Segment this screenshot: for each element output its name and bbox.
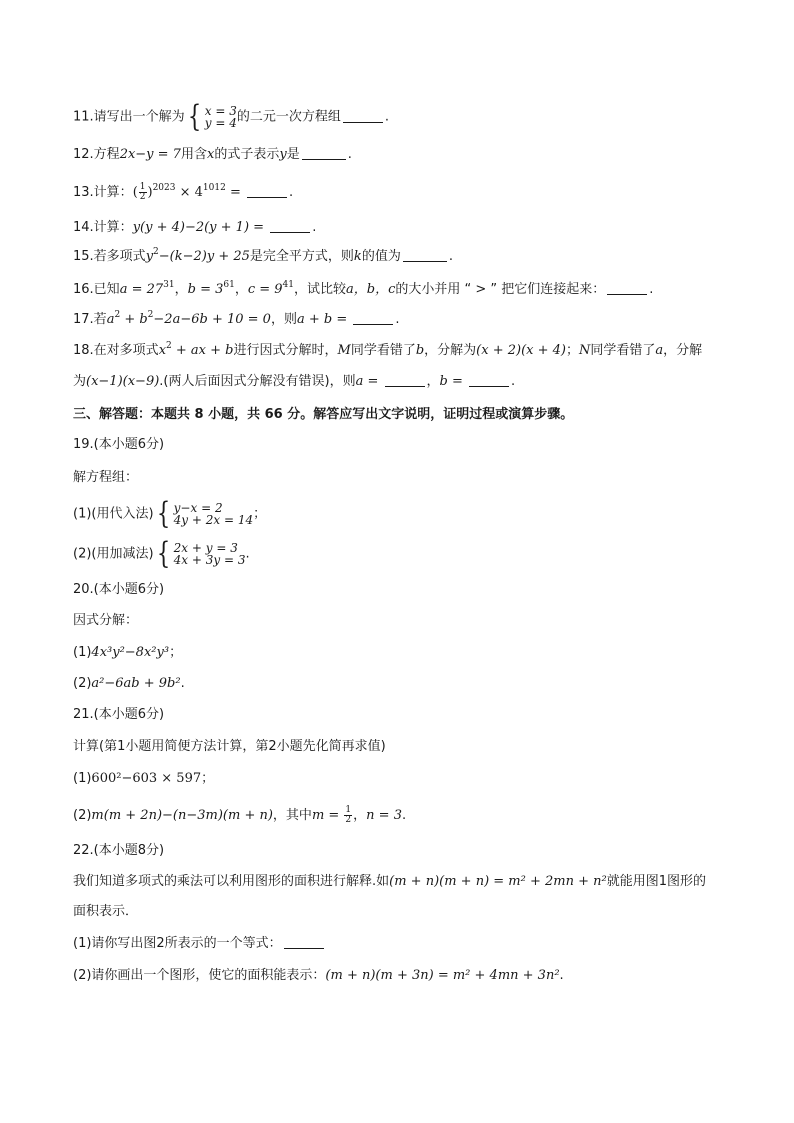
equation-1: x = 3 (204, 104, 237, 118)
question-22-part-1: (1)请你写出图2所表示的一个等式： (73, 935, 326, 953)
question-21-intro: 计算(第1小题用简便方法计算，第2小题先化简再求值) (73, 739, 386, 754)
equation: 2x−y = 7 (119, 147, 181, 162)
equation-2: y = 4 (204, 116, 237, 130)
question-22-line-1: 我们知道多项式的乘法可以利用图形的面积进行解释.如(m + n)(m + n) = m² + 2mn + n²就能用图1图形的 (73, 874, 706, 889)
answer-blank[interactable] (302, 147, 346, 160)
fraction: $\frac{1}{2}$ (345, 805, 352, 825)
question-11: 11.请写出一个解为 { x = 3 y = 4 的二元一次方程组 . (73, 99, 390, 134)
question-22-line-2: 面积表示． (73, 904, 139, 919)
answer-blank[interactable] (353, 312, 393, 325)
question-15: 15.若多项式$y^2-(k-2)y + 25$是完全平方式，则k的值为 . (73, 247, 453, 264)
question-21-heading: 21.(本小题6分) (73, 707, 165, 722)
fraction: $\frac{1}{2}$ (139, 182, 146, 202)
question-19-intro: 解方程组： (73, 470, 139, 485)
answer-blank[interactable] (247, 185, 287, 198)
question-16: 16.已知$a = 27^{31}$，$b = 3^{61}$，$c = 9^{41}$，试比较a，b，c的大小并用 “ > ” 把它们连接起来： . (73, 280, 654, 297)
question-19-part-1: (1)(用代入法) { y−x = 2 4y + 2x = 14 ； (73, 496, 267, 531)
question-20-part-2: (2)a²−6ab + 9b². (73, 676, 185, 691)
question-20-heading: 20.(本小题6分) (73, 582, 165, 597)
polynomial: −(k−2)y + 25 (158, 249, 250, 264)
question-19-part-2: (2)(用加减法) { 2x + y = 3 4x + 3y = 3 . (73, 536, 250, 571)
answer-blank-b[interactable] (469, 374, 509, 387)
question-19-heading: 19.(本小题6分) (73, 437, 165, 452)
question-18-line-2: 为(x−1)(x−9).(两人后面因式分解没有错误)，则a = ，b = . (73, 374, 516, 389)
answer-blank[interactable] (607, 282, 647, 295)
equation-system: { x = 3 y = 4 (187, 99, 237, 134)
answer-blank[interactable] (284, 936, 324, 949)
question-22-heading: 22.(本小题8分) (73, 843, 165, 858)
question-12: 12.方程2x−y = 7用含x的式子表示y是 . (73, 147, 352, 162)
question-17: 17.若$a^2 + b^2-2a-6b + 10 = 0$，则a + b = . (73, 310, 400, 327)
answer-blank-a[interactable] (385, 374, 425, 387)
question-20-part-1: (1)4x³y²−8x²y³； (73, 645, 183, 660)
answer-blank[interactable] (403, 249, 447, 262)
question-20-intro: 因式分解： (73, 613, 139, 628)
answer-blank[interactable] (270, 220, 310, 233)
q11-text-2: 的二元一次方程组 (236, 109, 341, 125)
question-18-line-1: 18.在对多项式$x^2$ + ax + b进行因式分解时，M同学看错了b，分解为(x + 2)(x + 4)；N同学看错了a，分解 (73, 341, 703, 358)
question-14: 14.计算：y(y + 4)−2(y + 1) = . (73, 220, 317, 235)
q11-text: 11.请写出一个解为 (73, 109, 185, 125)
expression: y(y + 4)−2(y + 1) = (132, 220, 269, 235)
question-22-part-2: (2)请你画出一个图形，使它的面积能表示：(m + n)(m + 3n) = m² + 4mn + 3n². (73, 968, 564, 983)
answer-blank[interactable] (343, 110, 383, 123)
question-21-part-2: (2)m(m + 2n)−(n−3m)(m + n)，其中m = $\frac{1}{2}$ ，n = 3. (73, 805, 407, 825)
section-heading: 三、解答题：本题共 8 小题，共 66 分。解答应写出文字说明，证明过程或演算步骤。 (73, 407, 574, 422)
question-13: 13.计算：( $\frac{1}{2}$ )$^{2023} \times 4^{1012}$ = . (73, 182, 294, 202)
question-21-part-1: (1)600²−603 × 597； (73, 771, 215, 786)
